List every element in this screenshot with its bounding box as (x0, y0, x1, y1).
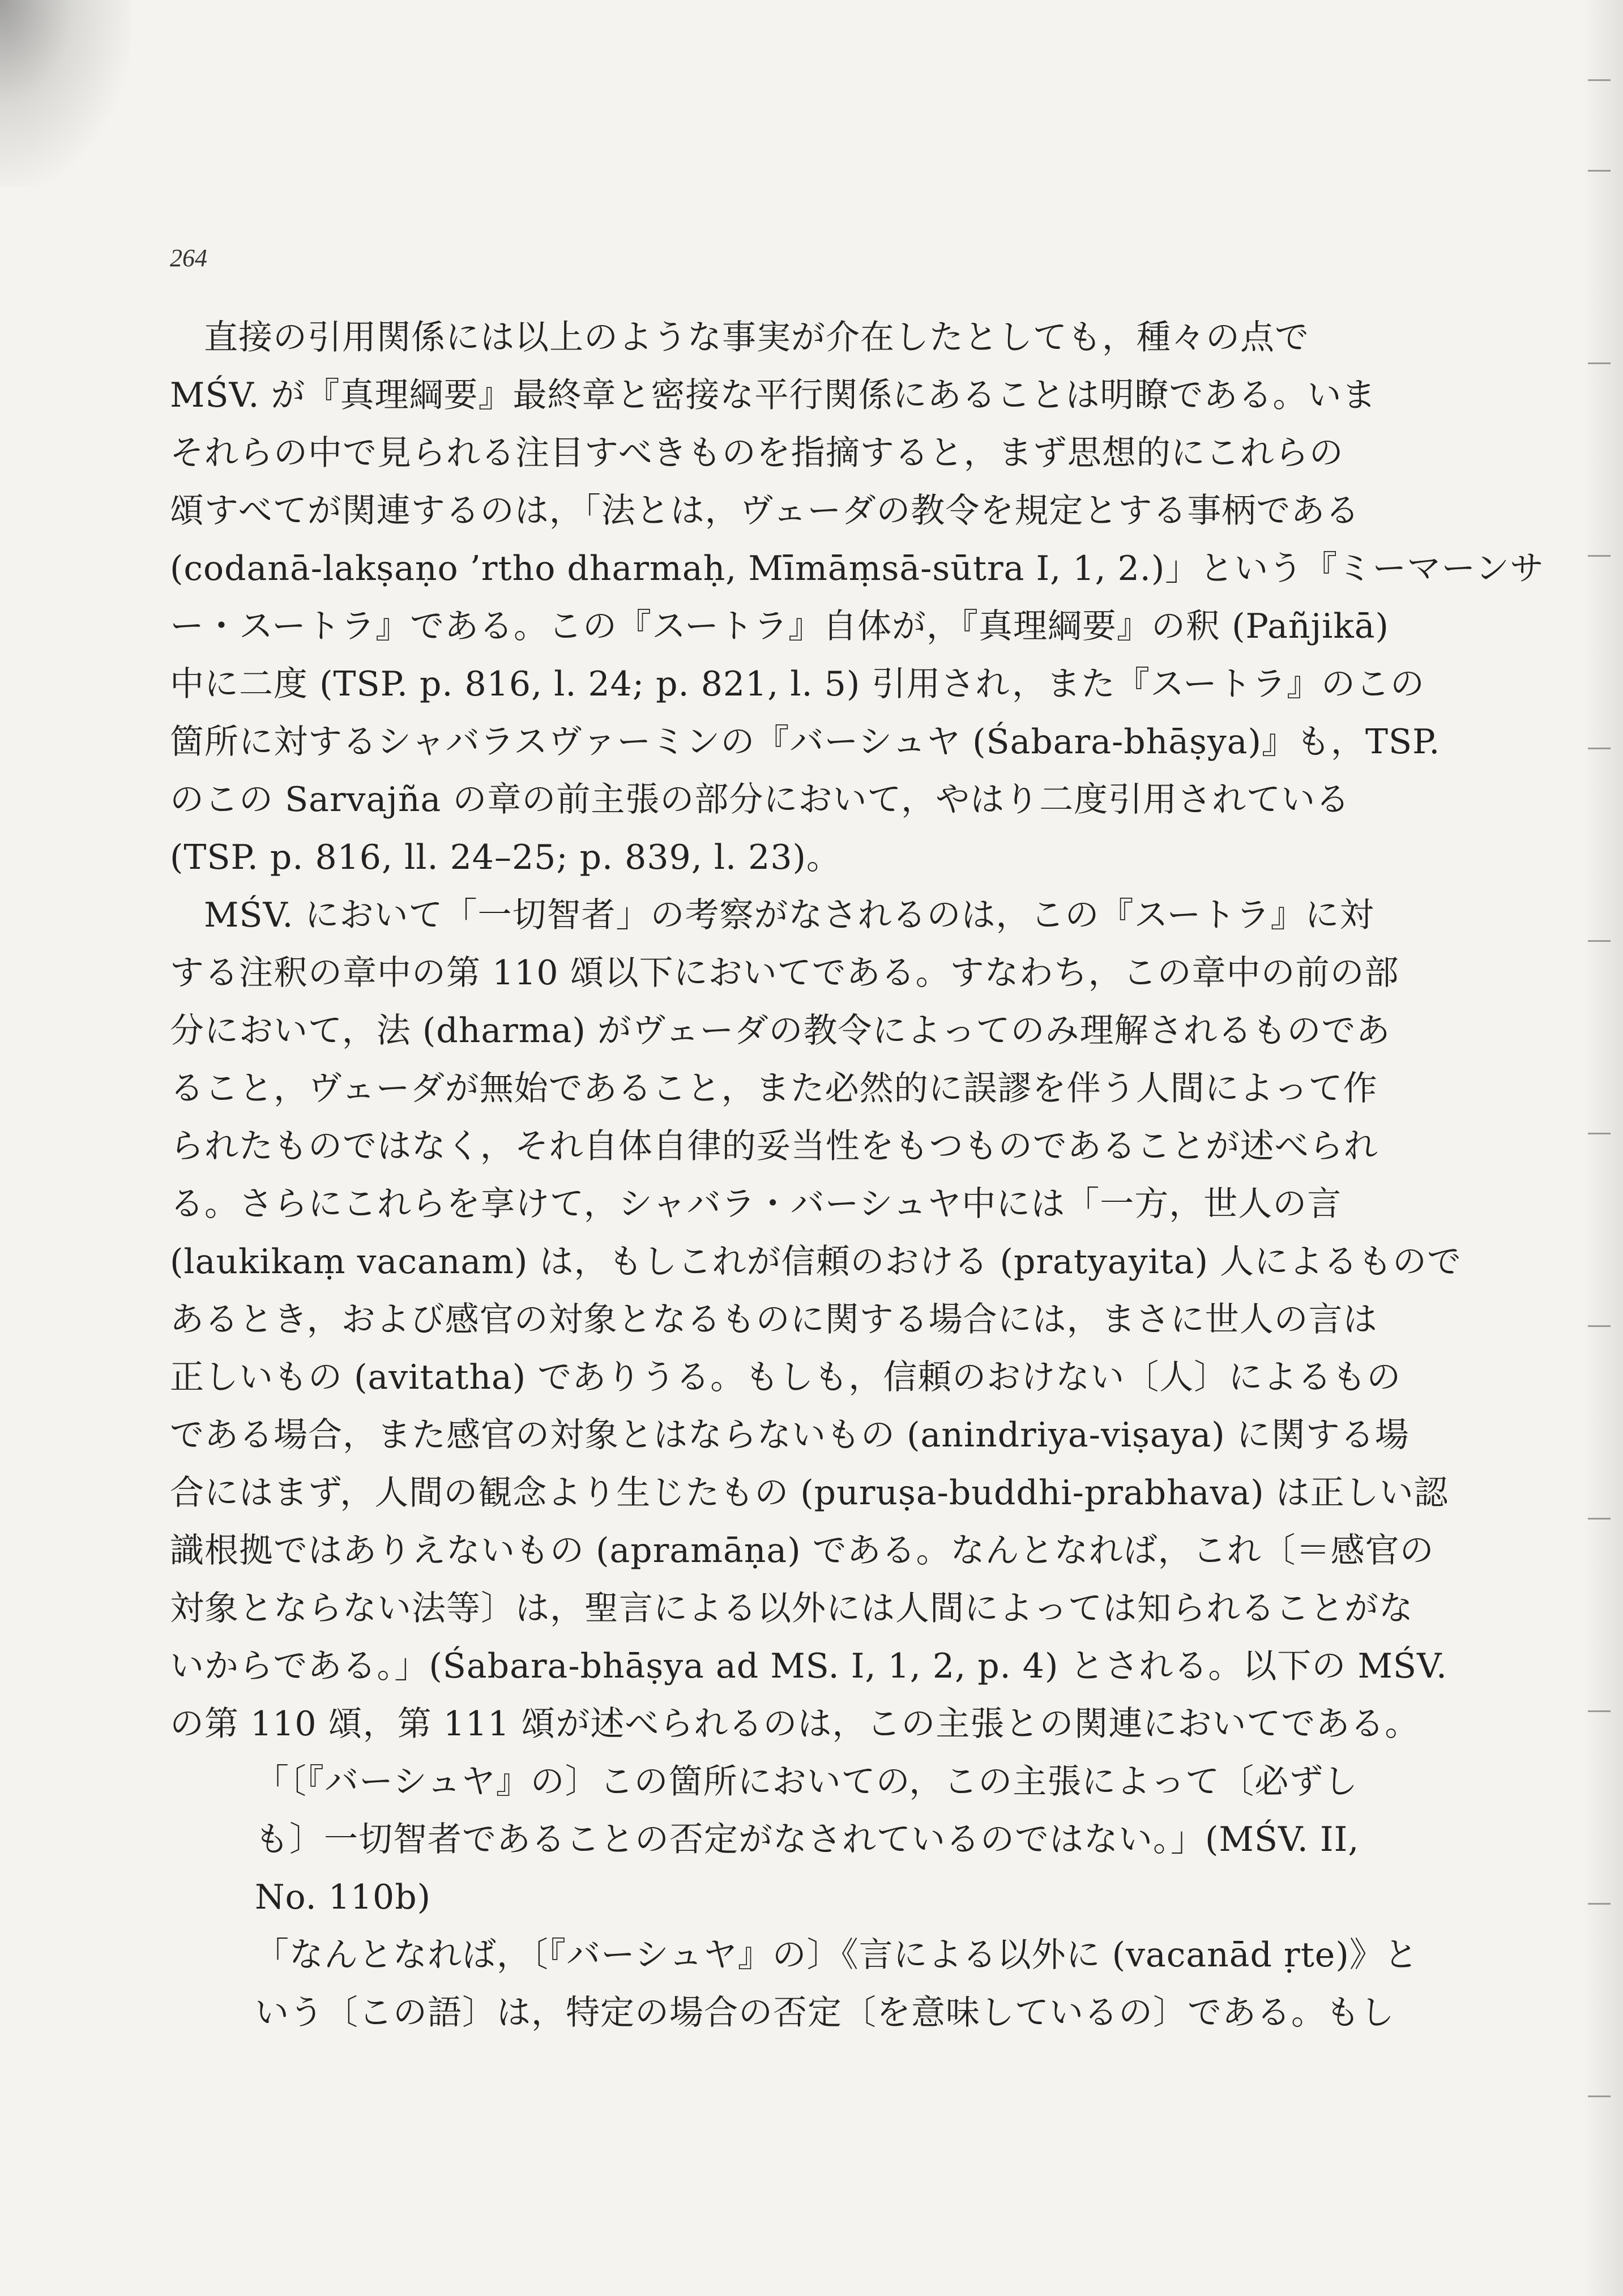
text-line: あるとき，および感官の対象となるものに関する場合には，まさに世人の言は (170, 1300, 1378, 1339)
text-line: MŚV. が『真理綱要』最終章と密接な平行関係にあることは明瞭である。いま (170, 375, 1377, 415)
text-line: いからである。」(Śabara-bhāṣya ad MS. I, 1, 2, p. 4) とされる。以下の MŚV. (170, 1646, 1447, 1686)
quote-line: 「〔『バーシュヤ』の〕この箇所においての，この主張によって〔必ずし (255, 1762, 1359, 1802)
margin-mark (1588, 748, 1611, 749)
quote-line: No. 110b) (255, 1877, 432, 1917)
margin-mark (1588, 2096, 1611, 2097)
text-line: ること，ヴェーダが無始であること，また必然的に誤謬を伴う人間によって作 (170, 1069, 1378, 1108)
text-line: る。さらにこれらを享けて，シャバラ・バーシュヤ中には「一方，世人の言 (170, 1184, 1342, 1224)
margin-mark (1588, 940, 1611, 942)
margin-mark (1588, 555, 1611, 557)
page-number: 264 (170, 244, 207, 272)
quote-line: 「なんとなれば，〔『バーシュヤ』の〕《言による以外に (vacanād ṛte)》と (255, 1935, 1419, 1975)
text-line: 直接の引用関係には以上のような事実が介在したとしても，種々の点で (204, 318, 1309, 357)
margin-mark (1588, 1903, 1611, 1905)
margin-mark (1588, 170, 1611, 172)
text-line: 分において，法 (dharma) がヴェーダの教令によってのみ理解されるものであ (170, 1011, 1391, 1051)
scan-edge (1583, 0, 1623, 2296)
text-line: 箇所に対するシャバラスヴァーミンの『バーシュヤ (Śabara-bhāṣya)』も，TSP. (170, 722, 1441, 762)
text-line: 中に二度 (TSP. p. 816, l. 24; p. 821, l. 5) 引用され，また『スートラ』のこの (170, 664, 1425, 704)
quote-line: いう〔この語〕は，特定の場合の否定〔を意味しているの〕である。もし (255, 1993, 1395, 2033)
margin-mark (1588, 79, 1611, 81)
margin-mark (1588, 1325, 1611, 1327)
text-line: する注釈の章中の第 110 頌以下においてである。すなわち，この章中の前の部 (170, 953, 1399, 993)
text-line: それらの中で見られる注目すべきものを指摘すると，まず思想的にこれらの (170, 433, 1344, 473)
text-line: 対象とならない法等〕は，聖言による以外には人間によっては知られることがな (170, 1589, 1413, 1628)
body-text (170, 309, 1545, 2042)
margin-mark (1588, 362, 1611, 364)
text-line: の第 110 頌，第 111 頌が述べられるのは，この主張との関連においてである。 (170, 1704, 1420, 1744)
text-line: MŚV. において「一切智者」の考察がなされるのは，この『スートラ』に対 (204, 895, 1374, 935)
text-line: である場合，また感官の対象とはならないもの (anindriya-viṣaya) に関する場 (170, 1415, 1410, 1455)
quote-line: も〕一切智者であることの否定がなされているのではない。」(MŚV. II, (255, 1820, 1360, 1859)
text-line: られたものではなく，それ自体自律的妥当性をもつものであることが述べられ (170, 1126, 1378, 1166)
text-line: 正しいもの (avitatha) でありうる。もしも，信頼のおけない〔人〕によるもの (170, 1358, 1402, 1397)
text-line: ー・スートラ』である。この『スートラ』自体が，『真理綱要』の釈 (Pañjikā) (170, 607, 1389, 646)
text-line: 合にはまず，人間の観念より生じたもの (puruṣa-buddhi-prabhava) は正しい認 (170, 1473, 1449, 1513)
margin-mark (1588, 1710, 1611, 1712)
scan-shadow (0, 0, 130, 187)
text-line: (codanā-lakṣaṇo ’rtho dharmaḥ, Mīmāṃsā-sūtra I, 1, 2.)」という『ミーマーンサ (170, 549, 1545, 588)
margin-mark (1588, 1518, 1611, 1520)
text-line: (laukikaṃ vacanam) は，もしこれが信頼のおける (pratyayita) 人によるもので (170, 1242, 1462, 1282)
text-line: 頌すべてが関連するのは，「法とは，ヴェーダの教令を規定とする事柄である (170, 491, 1360, 531)
text-line: のこの Sarvajña の章の前主張の部分において，やはり二度引用されている (170, 780, 1351, 820)
text-line: (TSP. p. 816, ll. 24–25; p. 839, l. 23)。 (170, 838, 841, 877)
margin-mark (1588, 1133, 1611, 1134)
text-line: 識根拠ではありえないもの (apramāṇa) である。なんとなれば，これ〔＝感官の (170, 1531, 1434, 1571)
